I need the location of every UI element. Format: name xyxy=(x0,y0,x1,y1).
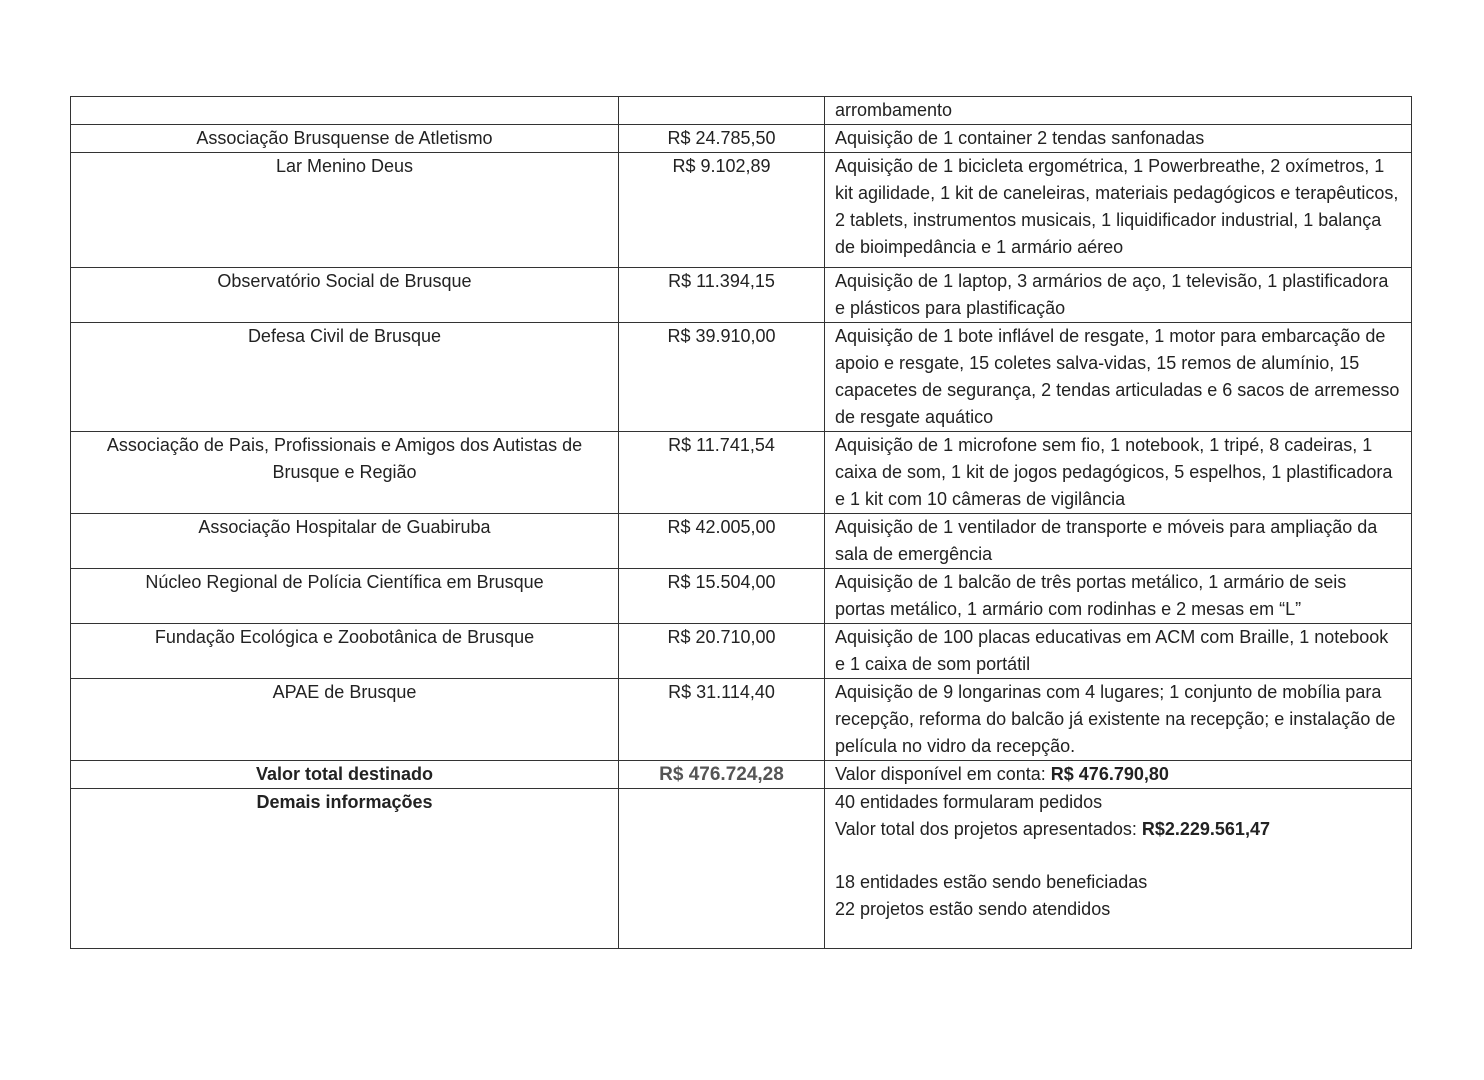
table-row xyxy=(71,624,1412,679)
value-cell: R$ 15.504,00 xyxy=(619,569,825,624)
description-cell: Aquisição de 1 laptop, 3 armários de aço, 1 televisão, 1 plastificadora e plásticos para plastificação xyxy=(825,268,1412,323)
value-cell: R$ 42.005,00 xyxy=(619,514,825,569)
table-row xyxy=(71,432,1412,514)
description-cell: Aquisição de 1 bicicleta ergométrica, 1 Powerbreathe, 2 oxímetros, 1 kit agilidade, 1 kit de caneleiras, materiais pedagógicos e terapêuticos, 2 tablets, instrumentos musicais, 1 liquidificador industrial, 1 balança de bioimpedância e 1 armário aéreo xyxy=(825,153,1412,268)
entity-cell: Lar Menino Deus xyxy=(71,153,619,268)
info-line: 40 entidades formularam pedidos xyxy=(835,792,1103,812)
description-cell: Aquisição de 1 balcão de três portas metálico, 1 armário de seis portas metálico, 1 armário com rodinhas e 2 mesas em “L” xyxy=(825,569,1412,624)
description-cell: Aquisição de 1 bote inflável de resgate, 1 motor para embarcação de apoio e resgate, 15 coletes salva-vidas, 15 remos de alumínio, 15 capacetes de segurança, 2 tendas articuladas e 6 sacos de arremesso de resgate aquático xyxy=(825,323,1412,432)
available-value: R$ 476.790,80 xyxy=(1050,764,1169,784)
entity-cell: Observatório Social de Brusque xyxy=(71,268,619,323)
value-cell: R$ 31.114,40 xyxy=(619,679,825,761)
spacer xyxy=(835,843,1401,869)
description-cell: Aquisição de 100 placas educativas em ACM com Braille, 1 notebook e 1 caixa de som portátil xyxy=(825,624,1412,679)
value-cell: R$ 20.710,00 xyxy=(619,624,825,679)
entity-cell: Núcleo Regional de Polícia Científica em Brusque xyxy=(71,569,619,624)
allocation-table xyxy=(70,96,1412,949)
entity-cell: Defesa Civil de Brusque xyxy=(71,323,619,432)
description-cell: Aquisição de 1 ventilador de transporte e móveis para ampliação da sala de emergência xyxy=(825,514,1412,569)
table-row xyxy=(71,569,1412,624)
value-cell: R$ 39.910,00 xyxy=(619,323,825,432)
entity-cell: Associação de Pais, Profissionais e Amigos dos Autistas de Brusque e Região xyxy=(71,432,619,514)
table-row xyxy=(71,153,1412,268)
info-line: 22 projetos estão sendo atendidos xyxy=(835,899,1111,919)
table-row xyxy=(71,514,1412,569)
description-cell: Aquisição de 1 microfone sem fio, 1 notebook, 1 tripé, 8 cadeiras, 1 caixa de som, 1 kit de jogos pedagógicos, 5 espelhos, 1 plastificadora e 1 kit com 10 câmeras de vigilância xyxy=(825,432,1412,514)
entity-cell: Associação Brusquense de Atletismo xyxy=(71,125,619,153)
available-label: Valor disponível em conta: xyxy=(835,764,1051,784)
entity-cell: APAE de Brusque xyxy=(71,679,619,761)
total-value: R$ 476.724,28 xyxy=(619,761,825,789)
table-row xyxy=(71,679,1412,761)
total-label: Valor total destinado xyxy=(71,761,619,789)
info-line xyxy=(835,816,1401,843)
table-row xyxy=(71,97,1412,125)
available-cell xyxy=(825,761,1412,789)
projects-total-label: Valor total dos projetos apresentados: xyxy=(835,819,1142,839)
entity-cell: Fundação Ecológica e Zoobotânica de Brusque xyxy=(71,624,619,679)
total-row xyxy=(71,761,1412,789)
description-cell: Aquisição de 1 container 2 tendas sanfonadas xyxy=(825,125,1412,153)
entity-cell xyxy=(71,97,619,125)
table-row xyxy=(71,268,1412,323)
info-empty-cell xyxy=(619,789,825,949)
description-cell: arrombamento xyxy=(825,97,1412,125)
value-cell: R$ 11.394,15 xyxy=(619,268,825,323)
entity-cell: Associação Hospitalar de Guabiruba xyxy=(71,514,619,569)
value-cell xyxy=(619,97,825,125)
projects-total-value: R$2.229.561,47 xyxy=(1141,819,1270,839)
info-cell xyxy=(825,789,1412,949)
table-row xyxy=(71,323,1412,432)
description-cell: Aquisição de 9 longarinas com 4 lugares; 1 conjunto de mobília para recepção, reforma do balcão já existente na recepção; e instalação de película no vidro da recepção. xyxy=(825,679,1412,761)
info-line: 18 entidades estão sendo beneficiadas xyxy=(835,872,1148,892)
info-label: Demais informações xyxy=(71,789,619,949)
table-row xyxy=(71,125,1412,153)
value-cell: R$ 24.785,50 xyxy=(619,125,825,153)
value-cell: R$ 9.102,89 xyxy=(619,153,825,268)
value-cell: R$ 11.741,54 xyxy=(619,432,825,514)
info-row xyxy=(71,789,1412,949)
